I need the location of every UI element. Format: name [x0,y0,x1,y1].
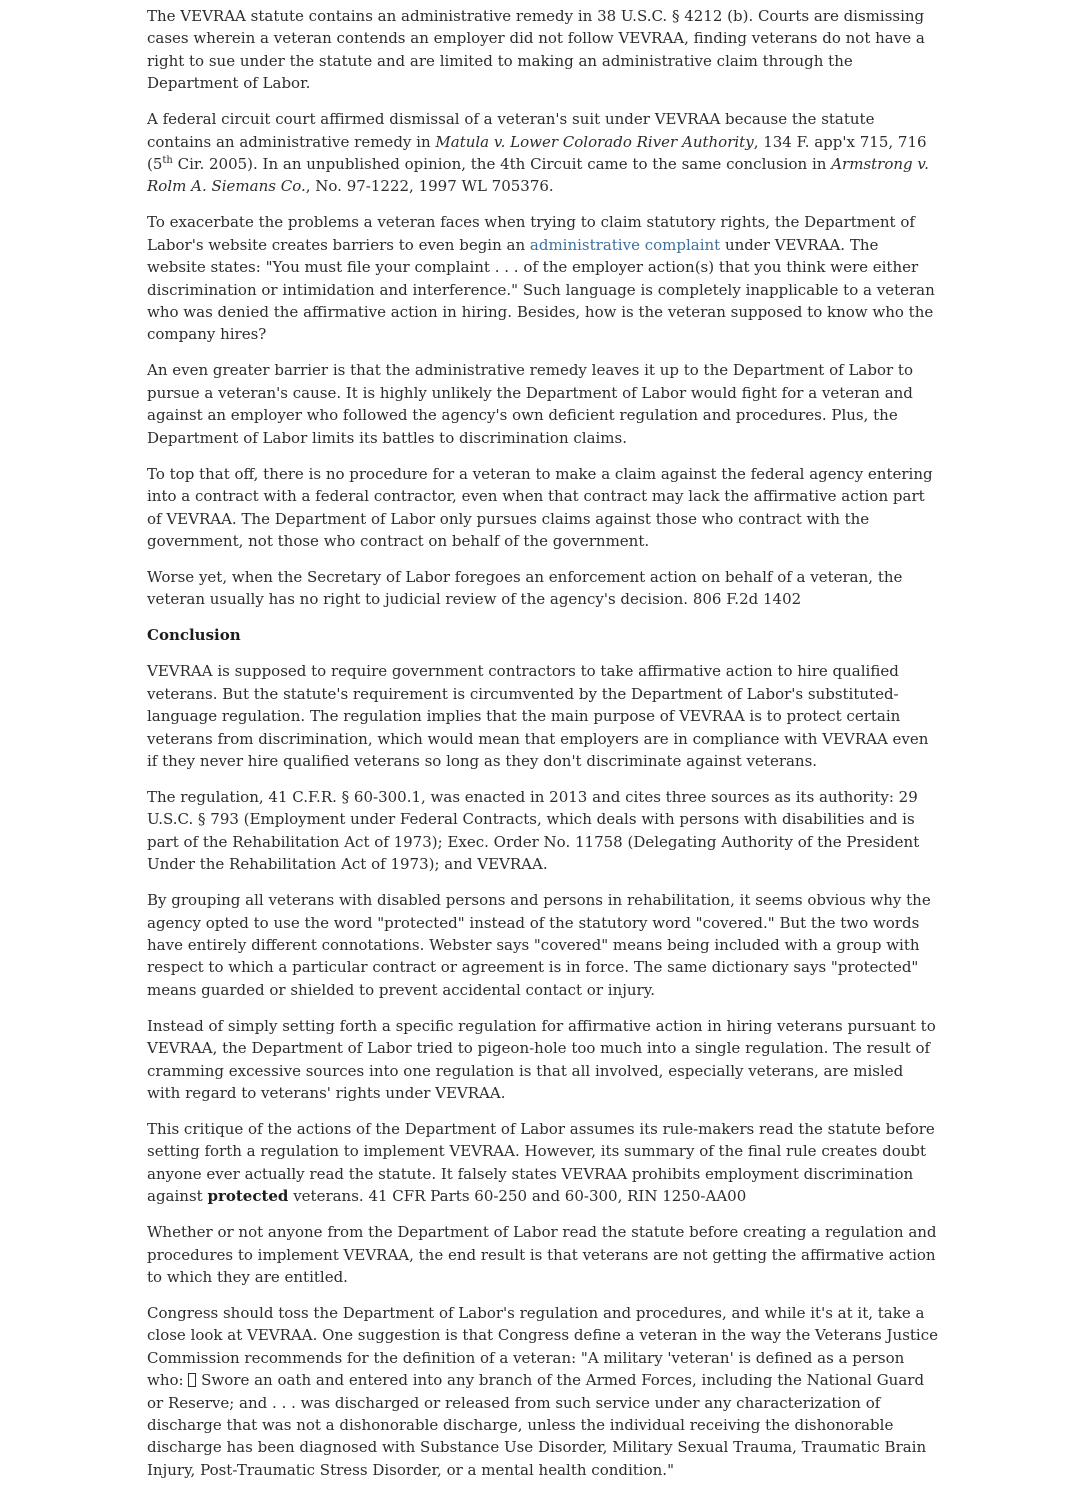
paragraph-pigeon-hole: Instead of simply setting forth a specific regulation for affirmative action in hiring veterans pursuant to VEVRAA, the Department of Labor tried to pigeon-hole too much into a single regulation. The result of cramming excessive sources into one regulation is that all involved, especially veterans, are misled with regard to veterans' rights under VEVRAA. [147,1016,936,1102]
ordinal-superscript: th [162,155,173,167]
paragraph-no-procedure: To top that off, there is no procedure for a veteran to make a claim against the federal agency entering into a contract with a federal contractor, even when that contract may lack the affirmative action part of VEVRAA. The Department of Labor only pursues claims against those who contract with the government, not those who contract on behalf of the government. [147,464,933,550]
paragraph-text: To exacerbate the problems a veteran faces when trying to claim statutory rights, the Department of Labor's website creates barriers to even begin an [147,213,915,254]
emphasis-protected: protected [207,1187,289,1206]
paragraph-protected-vs-covered: By grouping all veterans with disabled persons and persons in rehabilitation, it seems obvious why the agency opted to use the word "protected" instead of the statutory word "covered." But the two words have entirely different connotations. Webster says "covered" means being included with a group with respect to which a particular contract or agreement is in force. The same dictionary says "protected" means guarded or shielded to prevent accidental contact or injury. [147,891,931,999]
paragraph-text: This critique of the actions of the Department of Labor assumes its rule-makers read the statute before setting forth a regulation to implement VEVRAA. However, its summary of the final rule creates doubt anyone ever actually read the statute. It falsely states VEVRAA prohibits employment discrimination against [147,1120,935,1206]
paragraph-conclusion-intro: VEVRAA is supposed to require government contractors to take affirmative action to hire qualified veterans. But the statute's requirement is circumvented by the Department of Labor's substituted-language regulation. The regulation implies that the main purpose of VEVRAA is to protect certain veterans from discrimination, which would mean that employers are in compliance with VEVRAA even if they never hire qualified veterans so long as they don't discriminate against veterans. [147,662,929,770]
paragraph-text: A federal circuit court affirmed dismissal of a veteran's suit under VEVRAA because the statute contains an administrative remedy in [147,110,875,151]
paragraph-text: under VEVRAA. The website states: "You must file your complaint . . . of the employer action(s) that you think were either discrimination or intimidation and interference." Such language is completely inapplicable to a veteran who was denied the affirmative action in hiring. Besides, how is the veteran supposed to know who the company hires? [147,235,935,344]
paragraph-text: veterans. 41 CFR Parts 60-250 and 60-300, RIN 1250-AA00 [288,1187,747,1206]
paragraph-text: , No. 97-1222, 1997 WL 705376. [305,177,554,196]
paragraph-text: Congress should toss the Department of Labor's regulation and procedures, and while it's at it, take a close look at VEVRAA. One suggestion is that Congress define a veteran in the way the Veterans Justice Commission recommends for the definition of a veteran: "A military 'veteran' is defined as a person who: [147,1304,939,1390]
paragraph-judicial-review: Worse yet, when the Secretary of Labor foregoes an enforcement action on behalf of a veteran, the veteran usually has no right to judicial review of the agency's decision. 806 F.2d 1402 [147,567,903,609]
case-citation-matula: Matula v. Lower Colorado River Authority [435,132,754,151]
paragraph-regulation-sources: The regulation, 41 C.F.R. § 60-300.1, was enacted in 2013 and cites three sources as its authority: 29 U.S.C. § 793 (Employment under Federal Contracts, which deals with persons with disabilities and is part of the Rehabilitation Act of 1973); Exec. Order No. 11758 (Delegating Authority of the President Under the Rehabilitation Act of 1973); and VEVRAA. [147,787,920,874]
paragraph-administrative-remedy: The VEVRAA statute contains an administrative remedy in 38 U.S.C. § 4212 (b). Courts are dismissing cases wherein a veteran contends an employer did not follow VEVRAA, finding veterans do not have a right to sue under the statute and are limited to making an administrative claim through the Department of Labor. [147,7,925,93]
administrative-complaint-link[interactable]: administrative complaint [529,235,721,254]
case-citation-armstrong: Armstrong v. Rolm A. Siemans Co. [147,155,929,196]
paragraph-text: Swore an oath and entered into any branch of the Armed Forces, including the National Guard or Reserve; and . . . was discharged or released from such service under any characterization of discharge that was not a dishonorable discharge, unless the individual receiving the dishonorable discharge has been diagnosed with Substance Use Disorder, Military Sexual Trauma, Traumatic Brain Injury, Post-Traumatic Stress Disorder, or a mental health condition." [147,1371,927,1479]
paragraph-text: , 134 F. app'x 715, 716 (5 [147,132,927,174]
article-body [147,5,939,1495]
paragraph-greater-barrier: An even greater barrier is that the administrative remedy leaves it up to the Department of Labor to pursue a veteran's cause. It is highly unlikely the Department of Labor would fight for a veteran and against an employer who followed the agency's own deficient regulation and procedures. Plus, the Department of Labor limits its battles to discrimination claims. [147,361,913,447]
paragraph-website-barriers [147,211,939,345]
paragraph-end-result: Whether or not anyone from the Department of Labor read the statute before creating a regulation and procedures to implement VEVRAA, the end result is that veterans are not getting the affirmative action to which they are entitled. [147,1223,937,1287]
paragraph-congress-suggestion [147,1302,939,1481]
section-heading-conclusion: Conclusion [147,626,241,645]
paragraph-circuit-court [147,108,939,198]
paragraph-text: Cir. 2005). In an unpublished opinion, the 4th Circuit came to the same conclusion in [172,155,832,174]
paragraph-critique [147,1118,939,1208]
